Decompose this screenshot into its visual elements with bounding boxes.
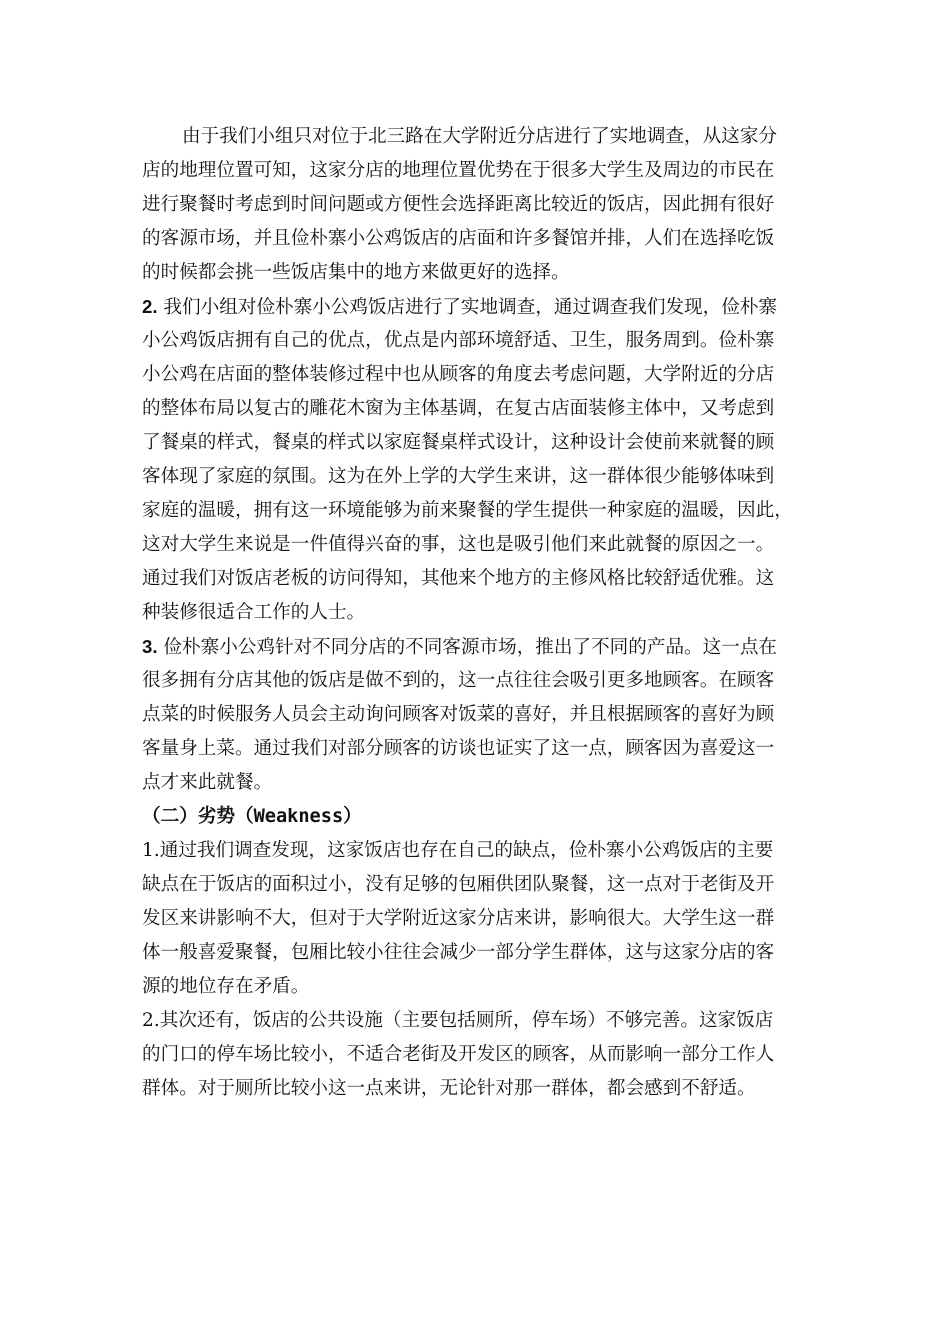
text-line: 体一般喜爱聚餐，包厢比较小往往会减少一部分学生群体，这与这家分店的客 xyxy=(142,942,775,963)
heading-latin: Weakness xyxy=(253,806,344,827)
text-line: 的门口的停车场比较小，不适合老街及开发区的顾客，从而影响一部分工作人 xyxy=(142,1044,775,1065)
text-line xyxy=(142,290,802,324)
document-body xyxy=(142,120,802,1106)
text-line: 这对大学生来说是一件值得兴奋的事，这也是吸引他们来此就餐的原因之一。 xyxy=(142,534,775,555)
point-number: 2. xyxy=(142,296,158,317)
text-line: 的整体布局以复古的雕花木窗为主体基调，在复古店面装修主体中，又考虑到 xyxy=(142,398,775,419)
text-line: 源的地位存在矛盾。 xyxy=(142,976,310,997)
paragraph-weakness-2 xyxy=(142,1004,802,1106)
text-line xyxy=(142,630,802,664)
text-line: 进行聚餐时考虑到时间问题或方便性会选择距离比较近的饭店，因此拥有很好 xyxy=(142,194,775,215)
text-line: 家庭的温暖，拥有这一环境能够为前来聚餐的学生提供一种家庭的温暖，因此， xyxy=(142,500,793,521)
point-number: 3. xyxy=(142,636,158,657)
text-line: 小公鸡饭店拥有自己的优点，优点是内部环境舒适、卫生，服务周到。俭朴寨 xyxy=(142,330,775,351)
text-line: 通过我们对饭店老板的访问得知，其他来个地方的主修风格比较舒适优雅。这 xyxy=(142,568,775,589)
text-line: 客量身上菜。通过我们对部分顾客的访谈也证实了这一点，顾客因为喜爱这一 xyxy=(142,738,775,759)
text-line: 店的地理位置可知，这家分店的地理位置优势在于很多大学生及周边的市民在 xyxy=(142,160,775,181)
text-line: 客体现了家庭的氛围。这为在外上学的大学生来讲，这一群体很少能够体味到 xyxy=(142,466,775,487)
text-line: 1.通过我们调查发现，这家饭店也存在自己的缺点，俭朴寨小公鸡饭店的主要 xyxy=(142,840,774,861)
paragraph-weakness-1 xyxy=(142,834,802,1004)
text-line: 发区来讲影响不大，但对于大学附近这家分店来讲，影响很大。大学生这一群 xyxy=(142,908,775,929)
heading-prefix: （二）劣势（ xyxy=(142,806,254,827)
text-line: 很多拥有分店其他的饭店是做不到的，这一点往往会吸引更多地顾客。在顾客 xyxy=(142,670,775,691)
text-line: 点才来此就餐。 xyxy=(142,772,273,793)
text-line: 种装修很适合工作的人士。 xyxy=(142,602,366,623)
text-line: 群体。对于厕所比较小这一点来讲，无论针对那一群体，都会感到不舒适。 xyxy=(142,1078,756,1099)
text-line: 由于我们小组只对位于北三路在大学附近分店进行了实地调查，从这家分 xyxy=(182,126,778,147)
text-line: 的时候都会挑一些饭店集中的地方来做更好的选择。 xyxy=(142,262,570,283)
text-run: 我们小组对俭朴寨小公鸡饭店进行了实地调查，通过调查我们发现，俭朴寨 xyxy=(157,297,778,318)
text-line: 2.其次还有，饭店的公共设施（主要包括厕所，停车场）不够完善。这家饭店 xyxy=(142,1010,774,1031)
paragraph-point-2 xyxy=(142,290,802,630)
heading-suffix: ） xyxy=(343,806,362,827)
text-line: 小公鸡在店面的整体装修过程中也从顾客的角度去考虑问题，大学附近的分店 xyxy=(142,364,775,385)
text-line: 缺点在于饭店的面积过小，没有足够的包厢供团队聚餐，这一点对于老街及开 xyxy=(142,874,775,895)
paragraph-intro xyxy=(142,120,802,290)
text-line: 的客源市场，并且俭朴寨小公鸡饭店的店面和许多餐馆并排，人们在选择吃饭 xyxy=(142,228,775,249)
paragraph-point-3 xyxy=(142,630,802,800)
text-line: 了餐桌的样式，餐桌的样式以家庭餐桌样式设计，这种设计会使前来就餐的顾 xyxy=(142,432,775,453)
text-run: 俭朴寨小公鸡针对不同分店的不同客源市场，推出了不同的产品。这一点在 xyxy=(157,637,778,658)
section-heading xyxy=(142,800,802,834)
text-line: 点菜的时候服务人员会主动询问顾客对饭菜的喜好，并且根据顾客的喜好为顾 xyxy=(142,704,775,725)
